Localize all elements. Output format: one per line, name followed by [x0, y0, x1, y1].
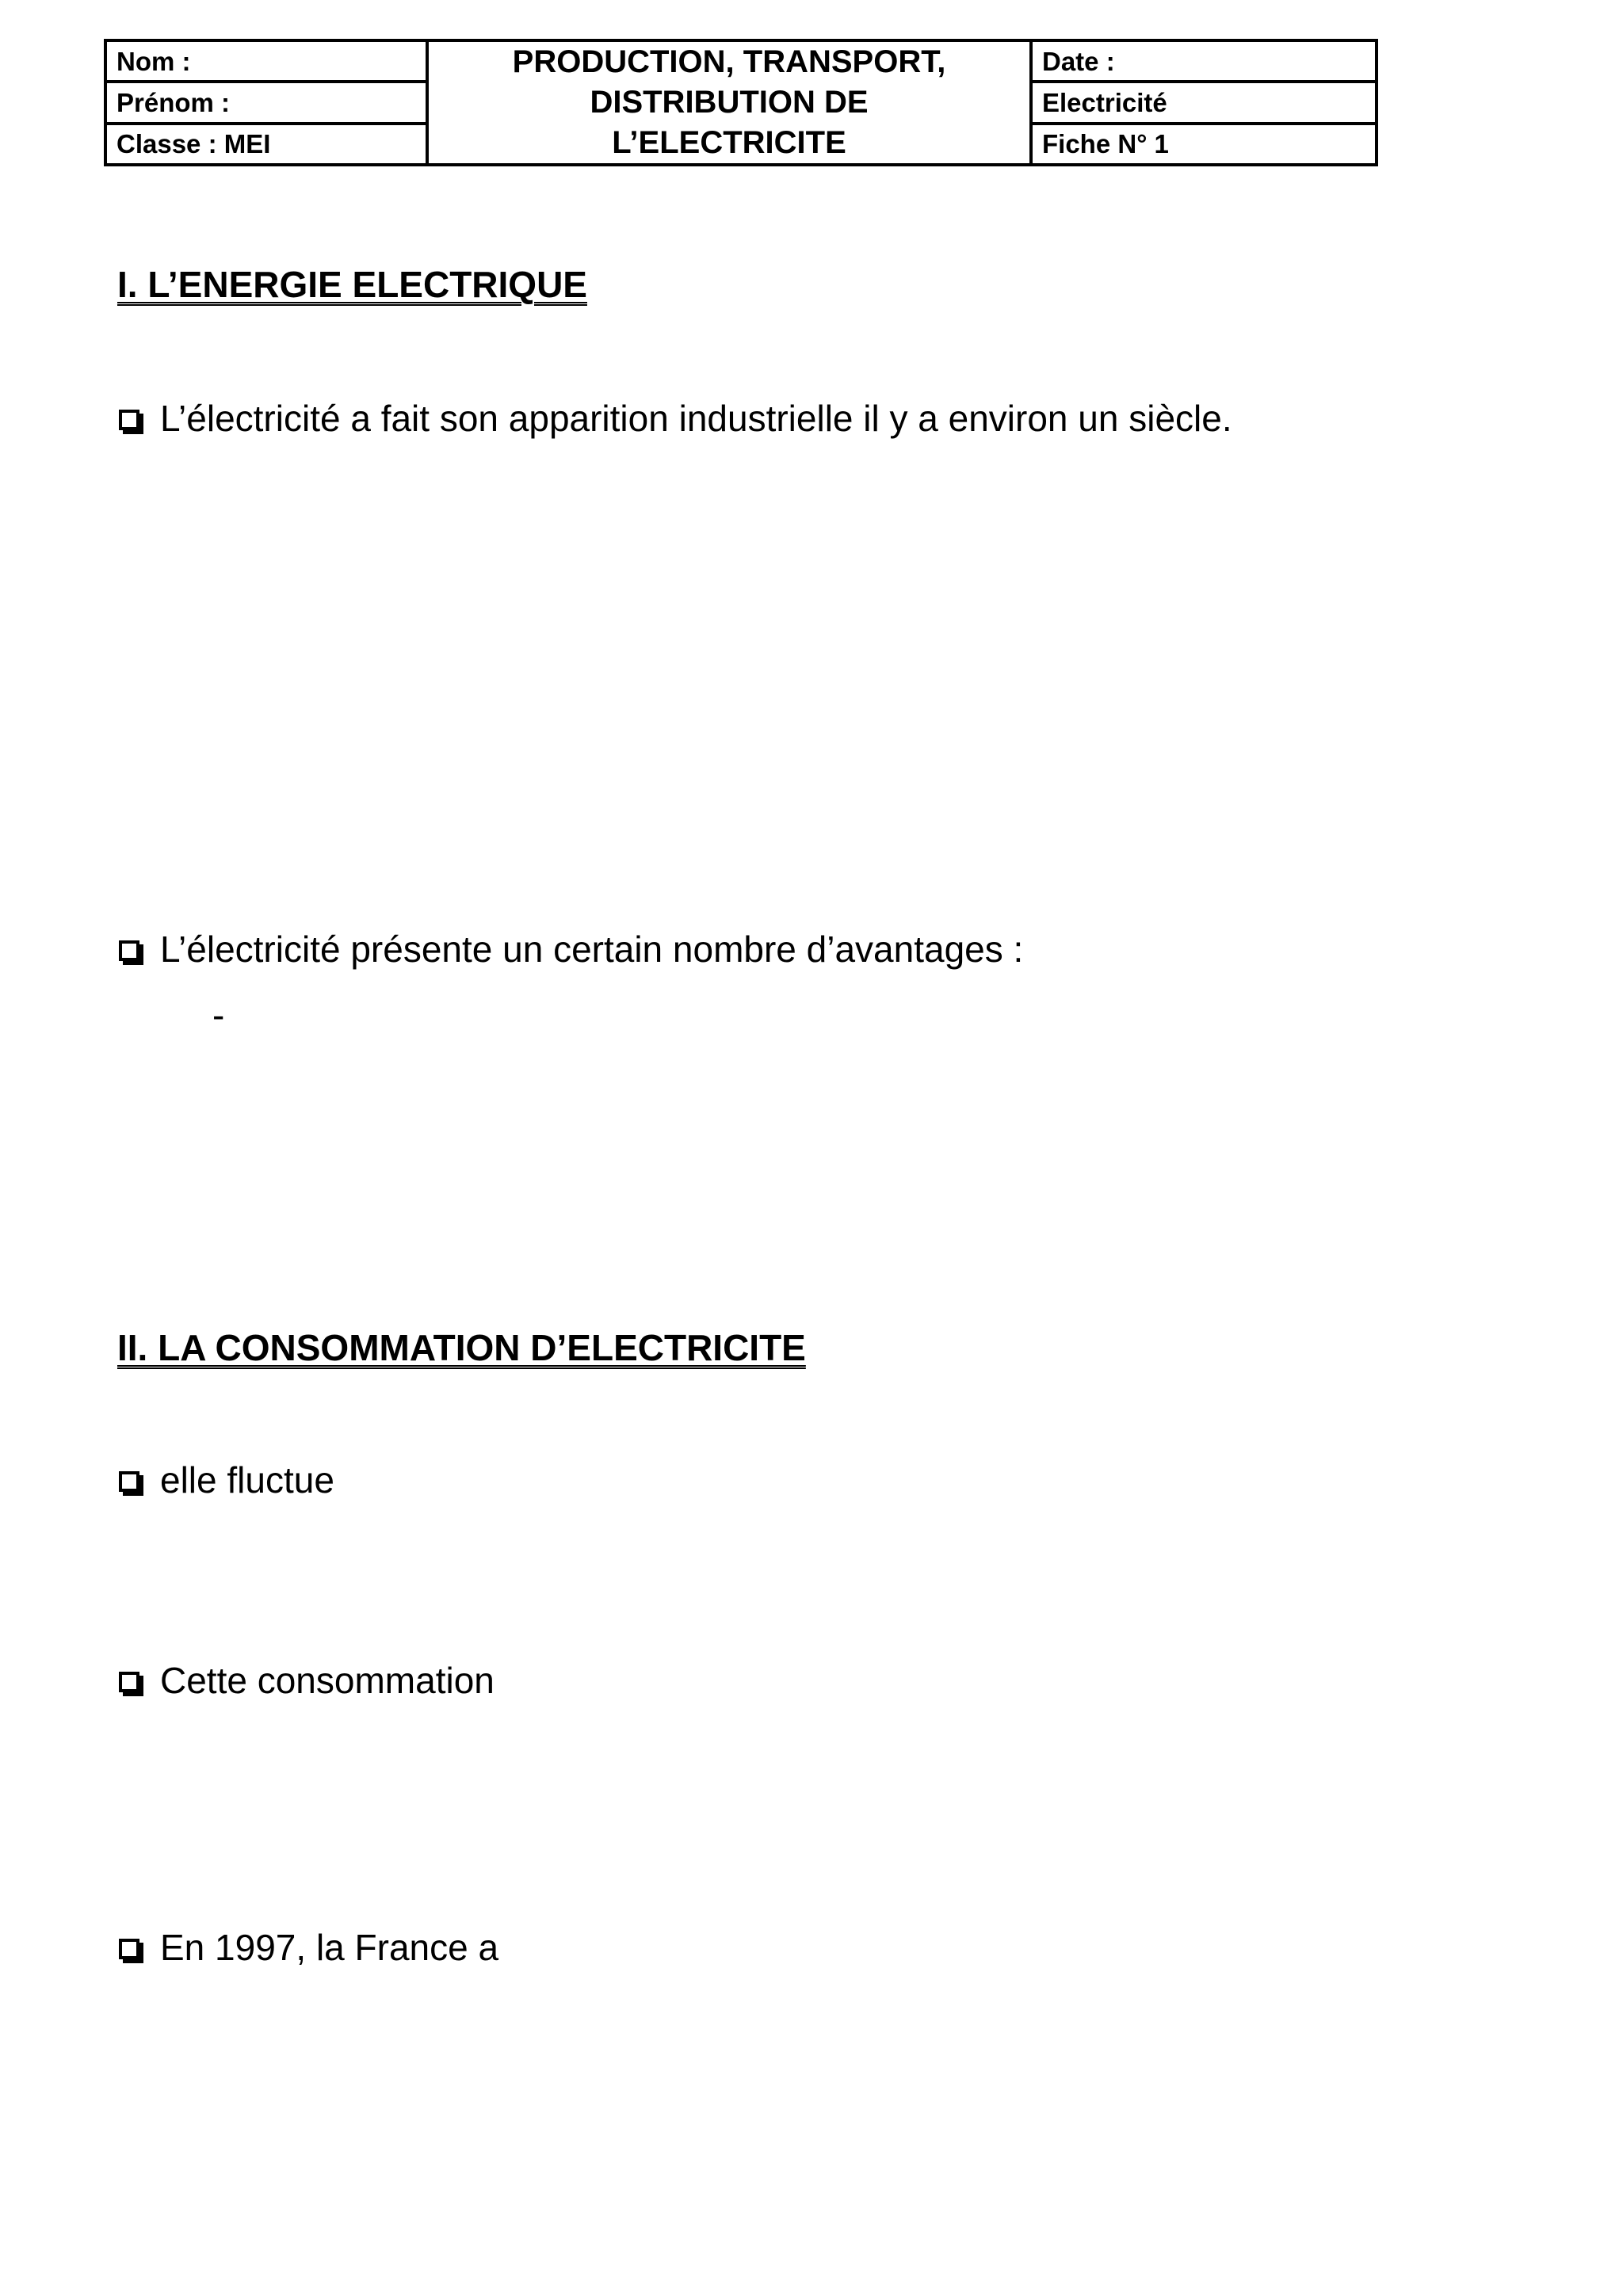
- section-2-bullet-2: [119, 1662, 495, 1699]
- title-line-2: DISTRIBUTION DE: [590, 85, 869, 120]
- fiche-label: Fiche N° 1: [1031, 124, 1377, 165]
- title-line-1: PRODUCTION, TRANSPORT,: [512, 44, 946, 79]
- section-1-bullet-2: [119, 929, 1024, 970]
- document-title: [427, 40, 1031, 165]
- bullet-text: Cette consommation: [160, 1660, 495, 1701]
- section-2-bullet-3: [119, 1929, 498, 1966]
- section-2-heading: II. LA CONSOMMATION D’ELECTRICITE: [117, 1327, 806, 1368]
- bullet-text: L’électricité a fait son apparition industrielle il y a environ un siècle.: [160, 398, 1232, 439]
- bullet-text: elle fluctue: [160, 1459, 334, 1501]
- prenom-label: Prénom :: [105, 82, 427, 123]
- header-table: [104, 39, 1378, 166]
- bullet-text: L’électricité présente un certain nombre d’avantages :: [160, 929, 1024, 970]
- checkbox-icon: [119, 1471, 139, 1492]
- checkbox-icon: [119, 940, 139, 961]
- section-1-bullet-1: [119, 400, 1232, 437]
- section-1-heading: I. L’ENERGIE ELECTRIQUE: [117, 264, 587, 305]
- date-label: Date :: [1031, 40, 1377, 82]
- section-2-bullet-1: [119, 1459, 334, 1501]
- nom-label: Nom :: [105, 40, 427, 82]
- classe-label: Classe : MEI: [105, 124, 427, 165]
- checkbox-icon: [119, 1672, 139, 1692]
- subject-label: Electricité: [1031, 82, 1377, 123]
- title-line-3: L’ELECTRICITE: [612, 125, 846, 160]
- checkbox-icon: [119, 410, 139, 430]
- list-dash: -: [212, 994, 225, 1035]
- checkbox-icon: [119, 1939, 139, 1959]
- bullet-text: En 1997, la France a: [160, 1927, 499, 1968]
